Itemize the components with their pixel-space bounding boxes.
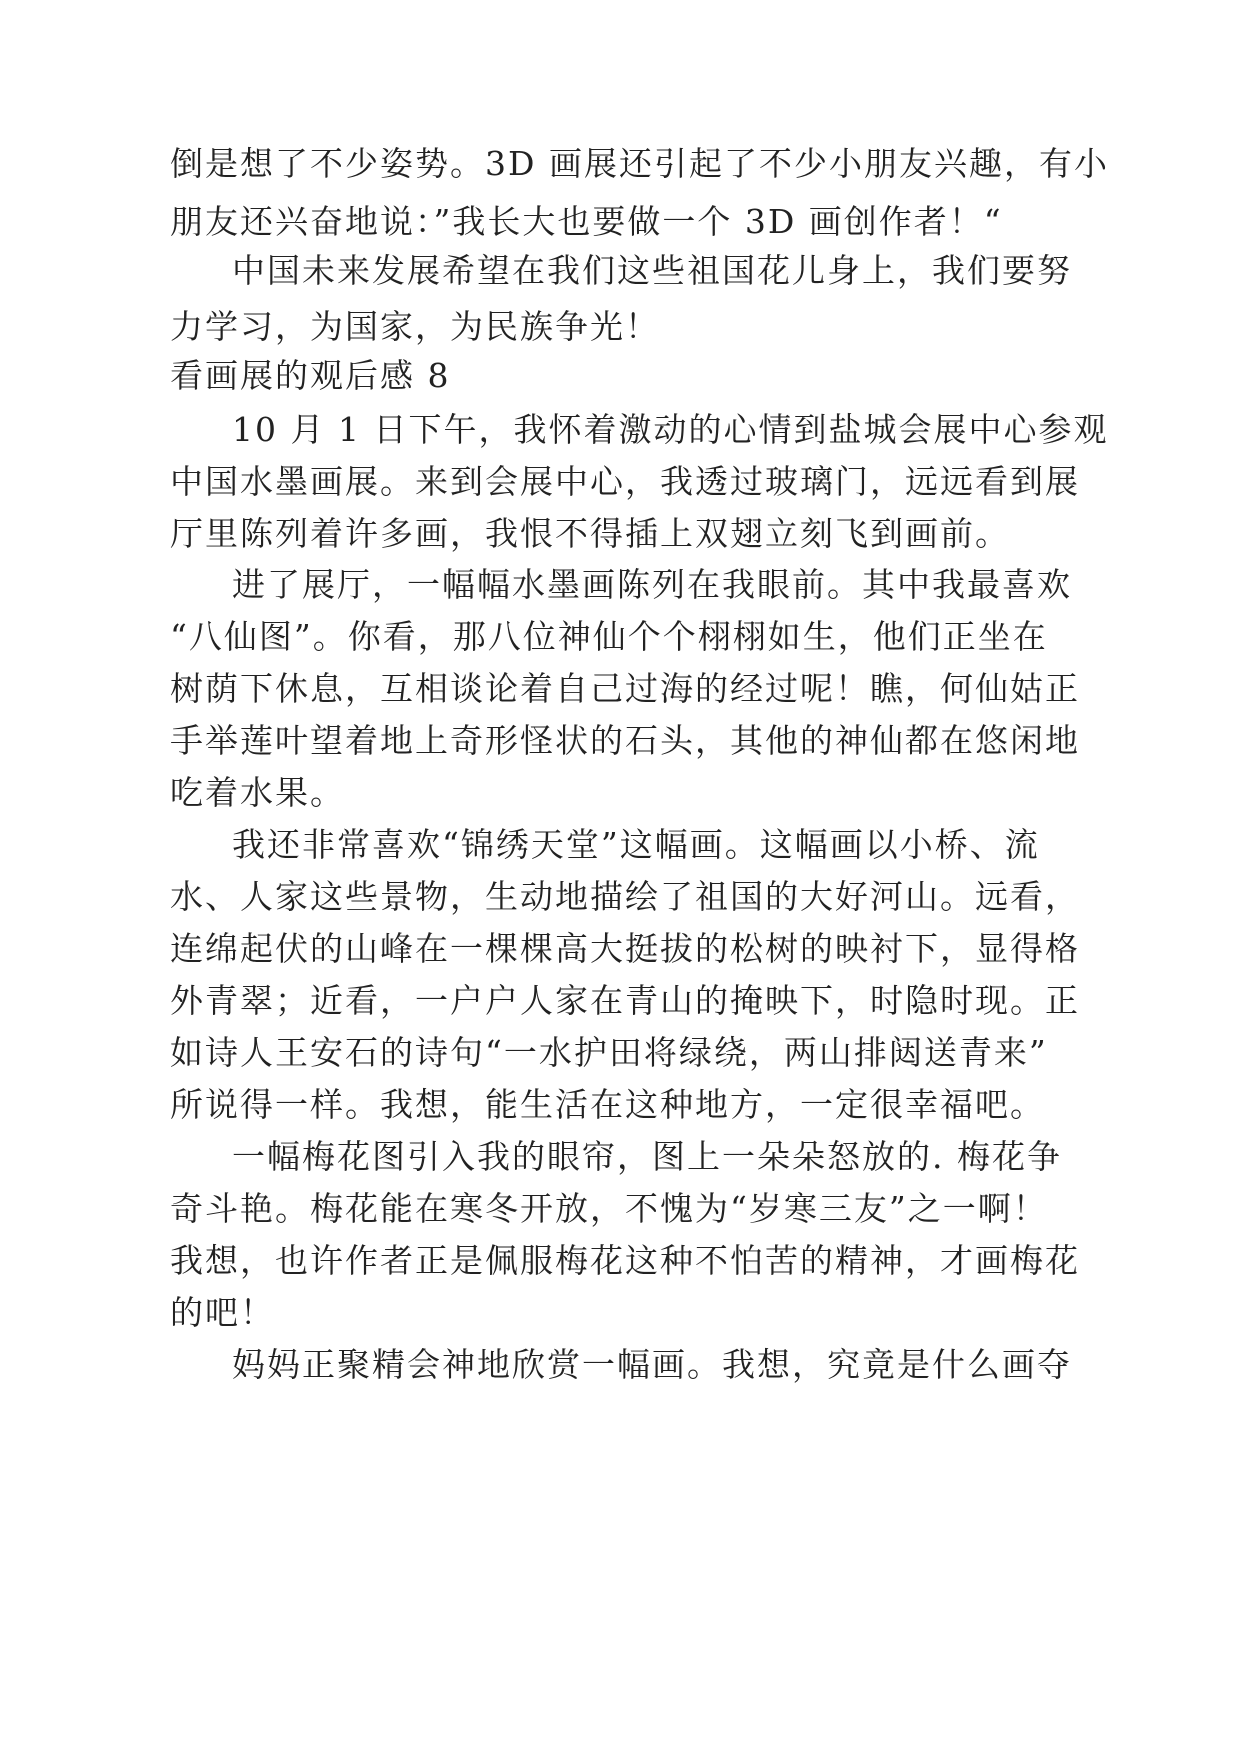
text-line-content: 树荫下休息，互相谈论着自己过海的经过呢！瞧，何仙姑正 — [170, 669, 1080, 708]
text-line — [0, 659, 1241, 719]
text-line-content: 如诗人王安石的诗句“一水护田将绿绕，两山排闼送青来” — [170, 1033, 1048, 1072]
text-line — [0, 1283, 1241, 1343]
text-line-content: 奇斗艳。梅花能在寒冬开放，不愧为“岁寒三友”之一啊！ — [170, 1189, 1048, 1228]
text-line-content: 手举莲叶望着地上奇形怪状的石头，其他的神仙都在悠闲地 — [170, 721, 1080, 760]
text-line — [0, 1179, 1241, 1239]
text-line — [0, 815, 1241, 875]
text-line-content: 妈妈正聚精会神地欣赏一幅画。我想，究竟是什么画夺 — [232, 1345, 1072, 1384]
text-line-content: 我想，也许作者正是佩服梅花这种不怕苦的精神，才画梅花 — [170, 1241, 1080, 1280]
text-line — [0, 607, 1241, 667]
text-line — [0, 1127, 1241, 1187]
text-line — [0, 134, 1241, 194]
text-line — [0, 400, 1241, 460]
text-line-content: 厅里陈列着许多画，我恨不得插上双翅立刻飞到画前。 — [170, 514, 1010, 553]
section-heading — [0, 346, 1241, 406]
text-line-content: 外青翠；近看，一户户人家在青山的掩映下，时隐时现。正 — [170, 981, 1080, 1020]
text-line-content: 进了展厅，一幅幅水墨画陈列在我眼前。其中我最喜欢 — [232, 565, 1072, 604]
text-line-content: 力学习，为国家，为民族争光！ — [170, 307, 660, 346]
text-line-content: 连绵起伏的山峰在一棵棵高大挺拔的松树的映衬下，显得格 — [170, 929, 1080, 968]
text-line — [0, 1023, 1241, 1083]
text-line — [0, 867, 1241, 927]
text-line-content: 的吧！ — [170, 1293, 275, 1332]
text-line-content: 一幅梅花图引入我的眼帘，图上一朵朵怒放的. 梅花争 — [232, 1137, 1062, 1176]
text-line — [0, 1075, 1241, 1135]
text-line — [0, 241, 1241, 301]
text-line — [0, 763, 1241, 823]
text-line — [0, 555, 1241, 615]
text-line-content: 倒是想了不少姿势。3D 画展还引起了不少小朋友兴趣，有小 — [170, 144, 1109, 183]
text-line — [0, 452, 1241, 512]
text-line — [0, 1231, 1241, 1291]
text-line — [0, 711, 1241, 771]
text-line-content: 水、人家这些景物，生动地描绘了祖国的大好河山。远看， — [170, 877, 1080, 916]
text-line — [0, 1335, 1241, 1395]
text-line — [0, 919, 1241, 979]
text-line-content: 10 月 1 日下午，我怀着激动的心情到盐城会展中心参观 — [232, 410, 1109, 449]
text-line-content: 我还非常喜欢“锦绣天堂”这幅画。这幅画以小桥、流 — [232, 825, 1040, 864]
text-line-content: “八仙图”。你看，那八位神仙个个栩栩如生，他们正坐在 — [170, 617, 1048, 656]
text-line-content: 中国未来发展希望在我们这些祖国花儿身上，我们要努 — [232, 251, 1072, 290]
text-line-content: 吃着水果。 — [170, 773, 345, 812]
text-line-content: 中国水墨画展。来到会展中心，我透过玻璃门，远远看到展 — [170, 462, 1080, 501]
text-line-content: 所说得一样。我想，能生活在这种地方，一定很幸福吧。 — [170, 1085, 1045, 1124]
section-heading-text: 看画展的观后感 8 — [170, 356, 451, 395]
text-line — [0, 971, 1241, 1031]
text-line-content: 朋友还兴奋地说：”我长大也要做一个 3D 画创作者！“ — [170, 202, 1003, 241]
